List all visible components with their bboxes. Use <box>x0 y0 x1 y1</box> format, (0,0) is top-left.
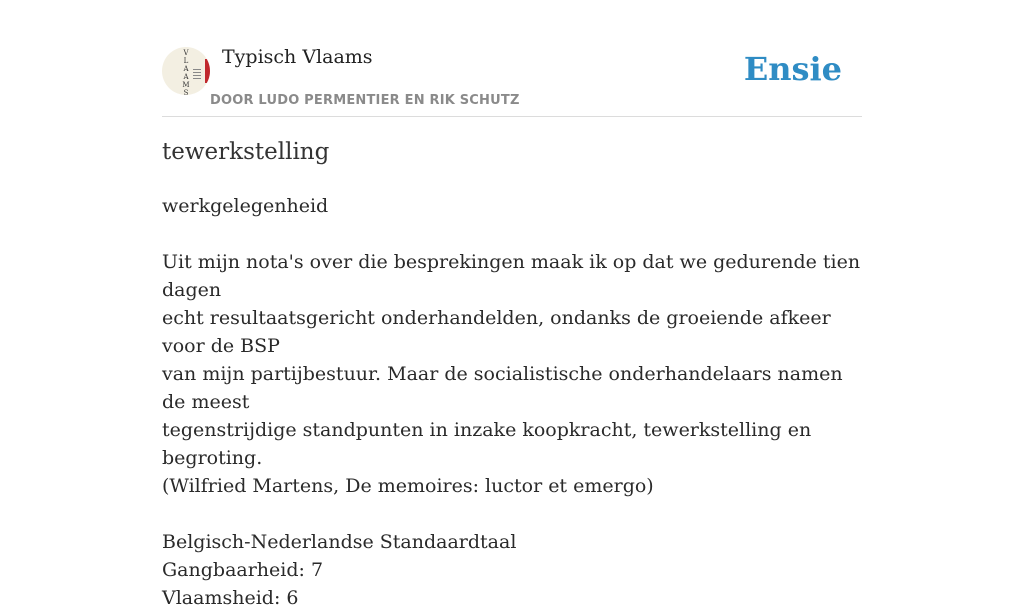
blog-title[interactable]: Typisch Vlaams <box>222 46 373 68</box>
entry-body <box>162 192 862 612</box>
byline: DOOR LUDO PERMENTIER EN RIK SCHUTZ <box>210 93 520 108</box>
logo-red-bar <box>205 59 210 83</box>
logo-letter: V <box>183 49 189 57</box>
quote-line: tegenstrijdige standpunten in inzake koopkracht, tewerkstelling en begroting. <box>162 419 812 469</box>
logo-lines <box>193 69 201 81</box>
language-label: Belgisch-Nederlandse Standaardtaal <box>162 531 517 553</box>
entry-title: tewerkstelling <box>162 139 330 165</box>
vlaamsheid: Vlaamsheid: 6 <box>162 587 299 609</box>
logo-letter: M <box>182 81 190 89</box>
header <box>162 0 862 117</box>
logo-letters <box>180 49 192 95</box>
typisch-vlaams-logo[interactable] <box>162 47 210 95</box>
logo-letter: L <box>183 57 189 65</box>
quote-line: Uit mijn nota's over die besprekingen maak ik op dat we gedurende tien dagen <box>162 251 861 301</box>
logo-letter: A <box>183 73 189 81</box>
entry-card <box>162 0 862 609</box>
gangbaarheid: Gangbaarheid: 7 <box>162 559 324 581</box>
logo-letter: S <box>183 89 189 95</box>
quote-line: van mijn partijbestuur. Maar de socialistische onderhandelaars namen de meest <box>162 363 843 413</box>
quote-source: (Wilfried Martens, De memoires: luctor et emergo) <box>162 475 654 497</box>
definition: werkgelegenheid <box>162 195 329 217</box>
ensie-brand-logo[interactable]: Ensie <box>743 50 842 88</box>
quote-line: echt resultaatsgericht onderhandelden, ondanks de groeiende afkeer voor de BSP <box>162 307 831 357</box>
logo-letter: A <box>183 65 189 73</box>
